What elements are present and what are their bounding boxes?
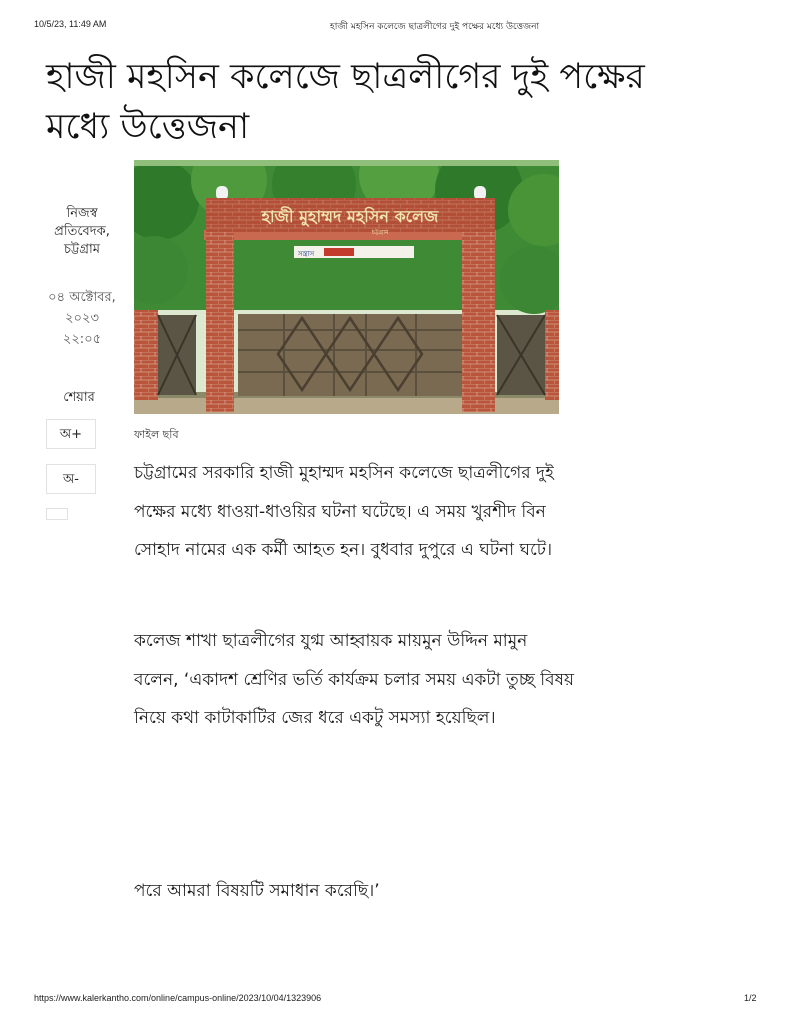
- print-footer-url: https://www.kalerkantho.com/online/campus-online/2023/10/04/1323906: [34, 993, 322, 1003]
- article-paragraph: কলেজ শাখা ছাত্রলীগের যুগ্ম আহ্বায়ক মায়মুন উদ্দিন মামুন বলেন, ‘একাদশ শ্রেণির ভর্তি কার্যক্রম চলার সময় একটা তুচ্ছ বিষয় নিয়ে কথা কাটাকাটির জের ধরে একটু সমস্যা হয়েছিল।: [134, 631, 574, 728]
- banner-text: সন্ত্রাস: [298, 250, 315, 258]
- college-gate-photo: [134, 160, 559, 414]
- article-publish-date: ০৪ অক্টোবর, ২০২৩ ২২:০৫: [48, 290, 116, 347]
- article-photo: [134, 160, 559, 414]
- print-header-datetime: 10/5/23, 11:49 AM: [34, 19, 107, 29]
- article-paragraph: পরে আমরা বিষয়টি সমাধান করেছি।’: [134, 881, 380, 901]
- print-footer-page-number: 1/2: [744, 993, 757, 1003]
- print-header-title: হাজী মহসিন কলেজে ছাত্রলীগের দুই পক্ষের মধ্যে উত্তেজনা: [330, 22, 540, 32]
- photo-caption: ফাইল ছবি: [134, 428, 179, 441]
- article-paragraph: চট্টগ্রামের সরকারি হাজী মুহাম্মদ মহসিন কলেজে ছাত্রলীগের দুই পক্ষের মধ্যে ধাওয়া-ধাওয়ির ঘটনা ঘটেছে। এ সময় খুরশীদ বিন সোহাদ নামের এক কর্মী আহত হন। বুধবার দুপুরে এ ঘটনা ঘটে।: [134, 463, 554, 560]
- font-increase-button[interactable]: অ+: [46, 419, 96, 449]
- gate-sign-subtext: চট্টগ্রাম: [371, 229, 389, 236]
- article-byline: নিজস্ব প্রতিবেদক, চট্টগ্রাম: [54, 206, 110, 257]
- font-decrease-button[interactable]: অ-: [46, 464, 96, 494]
- share-label: শেয়ার: [63, 390, 95, 405]
- print-button-placeholder[interactable]: [46, 508, 68, 520]
- gate-sign-text: হাজী মুহাম্মদ মহসিন কলেজ: [261, 207, 439, 226]
- article-headline: হাজী মহসিন কলেজে ছাত্রলীগের দুই পক্ষের মধ্যে উত্তেজনা: [46, 57, 645, 147]
